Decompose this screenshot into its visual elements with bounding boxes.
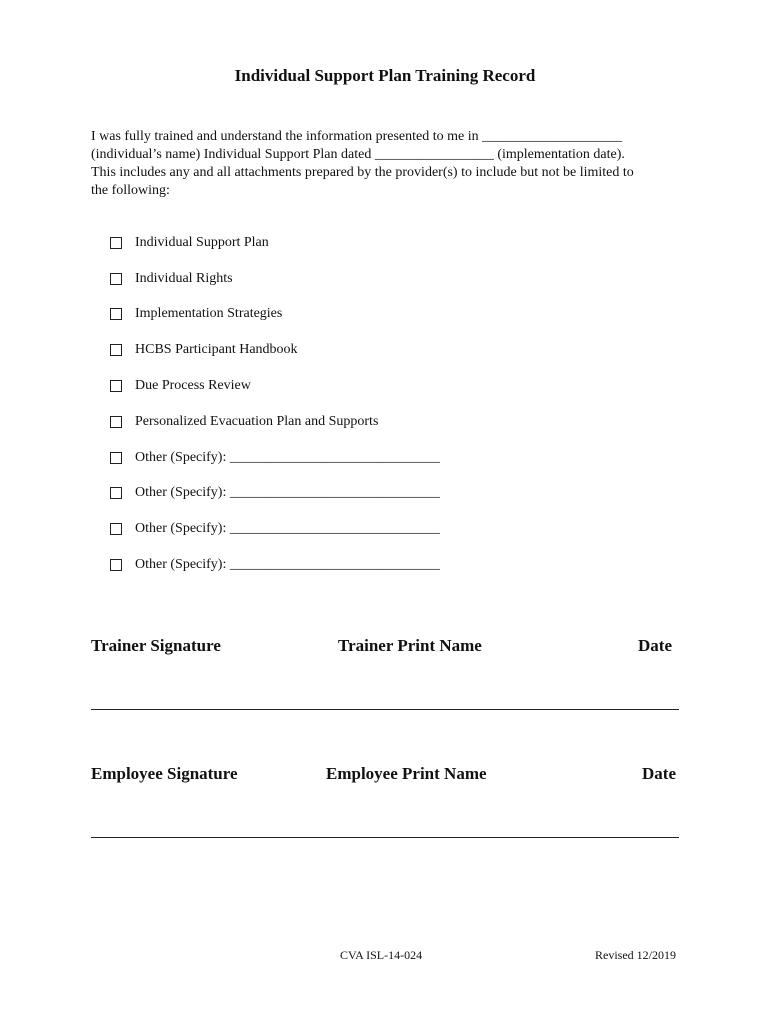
checklist-item[interactable] (110, 233, 269, 253)
checkbox[interactable] (110, 273, 122, 285)
checkbox[interactable] (110, 452, 122, 464)
employee-print-name-label: Employee Print Name (326, 764, 487, 783)
checklist-item[interactable] (110, 448, 440, 468)
checklist-item[interactable] (110, 555, 440, 575)
checklist-label: HCBS Participant Handbook (135, 342, 298, 357)
checklist-item[interactable] (110, 376, 251, 396)
checkbox[interactable] (110, 416, 122, 428)
trainer-date-label: Date (638, 636, 672, 655)
intro-line: the following: (91, 183, 170, 198)
checklist-item[interactable] (110, 412, 378, 432)
checklist-label: Implementation Strategies (135, 306, 283, 321)
intro-paragraph (91, 128, 681, 200)
checklist-label: Other (Specify): ______________________________ (135, 485, 440, 500)
checklist-label: Other (Specify): ______________________________ (135, 521, 440, 536)
trainer-signature-label: Trainer Signature (91, 636, 221, 655)
checklist-label: Personalized Evacuation Plan and Supports (135, 414, 379, 429)
form-code: CVA ISL-14-024 (340, 948, 423, 962)
checklist-item[interactable] (110, 483, 440, 503)
checklist-label: Other (Specify): ______________________________ (135, 557, 440, 572)
checklist-item[interactable] (110, 519, 440, 539)
employee-signature-label: Employee Signature (91, 764, 238, 783)
intro-line: (individual’s name) Individual Support Plan dated _________________ (implementation date). (91, 147, 625, 162)
checklist-item[interactable] (110, 304, 282, 324)
checkbox[interactable] (110, 380, 122, 392)
checkbox[interactable] (110, 237, 122, 249)
intro-line: I was fully trained and understand the information presented to me in ____________________ (91, 129, 623, 144)
trainer-signature-line[interactable] (91, 709, 679, 710)
checklist-item[interactable] (110, 269, 233, 289)
checklist-item[interactable] (110, 340, 298, 360)
checkbox[interactable] (110, 523, 122, 535)
checklist-label: Individual Support Plan (135, 235, 269, 250)
document-title: Individual Support Plan Training Record (234, 66, 536, 85)
checkbox[interactable] (110, 559, 122, 571)
checklist-label: Due Process Review (135, 378, 251, 393)
checklist-label: Other (Specify): ______________________________ (135, 450, 440, 465)
intro-line: This includes any and all attachments prepared by the provider(s) to include but not be limited to (91, 165, 634, 180)
checkbox[interactable] (110, 487, 122, 499)
employee-date-label: Date (642, 764, 676, 783)
revision-date: Revised 12/2019 (595, 948, 676, 962)
employee-signature-line[interactable] (91, 837, 679, 838)
checkbox[interactable] (110, 344, 122, 356)
checkbox[interactable] (110, 308, 122, 320)
trainer-print-name-label: Trainer Print Name (338, 636, 482, 655)
checklist-label: Individual Rights (135, 271, 233, 286)
